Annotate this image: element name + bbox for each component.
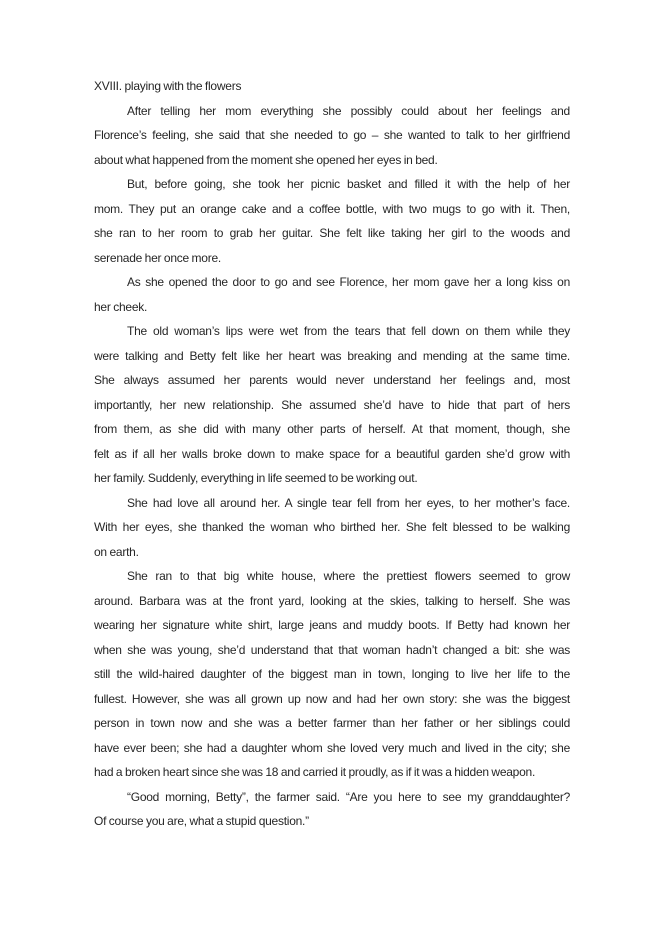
text-line: With her eyes, she thanked the woman who birthed her. She felt blessed to be walking: [94, 520, 570, 534]
chapter-heading: XVIII. playing with the flowers: [94, 79, 242, 93]
text-line: still the wild-haired daughter of the biggest man in town, longing to live her life to the: [94, 667, 570, 681]
paragraph: [94, 99, 570, 173]
text-line: She always assumed her parents would never understand her feelings and, most: [94, 373, 570, 387]
text-line: had a broken heart since she was 18 and carried it proudly, as if it was a hidden weapon.: [94, 765, 536, 779]
text-line: her family. Suddenly, everything in life seemed to be working out.: [94, 471, 418, 485]
text-line: serenade her once more.: [94, 250, 221, 265]
paragraph: [94, 564, 570, 785]
text-line: on earth.: [94, 544, 139, 559]
text-line: about what happened from the moment she opened her eyes in bed.: [94, 152, 438, 167]
text-line: importantly, her new relationship. She assumed she’d have to hide that part of hers: [94, 397, 570, 412]
text-line: have ever been; she had a daughter whom she loved very much and lived in the city; she: [94, 740, 570, 755]
paragraph: [94, 172, 570, 270]
text-line: After telling her mom everything she possibly could about her feelings and: [127, 103, 570, 118]
text-line: her cheek.: [94, 299, 148, 314]
text-line: Of course you are, what a stupid question.”: [94, 814, 309, 828]
text-line: But, before going, she took her picnic basket and filled it with the help of her: [127, 177, 570, 191]
text-line: around. Barbara was at the front yard, looking at the skies, talking to herself. She was: [94, 593, 570, 608]
text-line: She ran to that big white house, where the prettiest flowers seemed to grow: [127, 569, 570, 583]
text-block: [94, 74, 570, 834]
text-line: mom. They put an orange cake and a coffee bottle, with two mugs to go with it. Then,: [94, 201, 570, 216]
text-line: The old woman’s lips were wet from the tears that fell down on them while they: [127, 324, 570, 338]
text-line: she ran to her room to grab her guitar. She felt like taking her girl to the woods and: [94, 226, 570, 240]
text-line: fullest. However, she was all grown up now and had her own story: she was the biggest: [94, 691, 570, 706]
text-line: Florence’s feeling, she said that she needed to go – she wanted to talk to her girlfriend: [94, 128, 570, 142]
text-line: felt as if all her walls broke down to make space for a beautiful garden she’d grow with: [94, 446, 570, 461]
paragraph: [94, 270, 570, 319]
text-line: from them, as she did with many other parts of herself. At that moment, though, she: [94, 422, 570, 436]
text-line: She had love all around her. A single tear fell from her eyes, to her mother’s face.: [127, 495, 570, 510]
text-line: wearing her signature white shirt, large jeans and muddy boots. If Betty had known her: [94, 618, 570, 632]
paragraph: [94, 785, 570, 834]
paragraph: [94, 491, 570, 565]
text-line: “Good morning, Betty”, the farmer said. “Are you here to see my granddaughter?: [127, 789, 570, 804]
document-body: [94, 99, 570, 834]
text-line: were talking and Betty felt like her heart was breaking and mending at the same time.: [94, 348, 570, 363]
text-line: when she was young, she’d understand that that woman hadn’t changed a bit: she was: [94, 642, 570, 657]
text-line: person in town now and she was a better farmer than her father or her siblings could: [94, 716, 570, 730]
text-line: As she opened the door to go and see Florence, her mom gave her a long kiss on: [127, 275, 570, 289]
paragraph: [94, 319, 570, 491]
